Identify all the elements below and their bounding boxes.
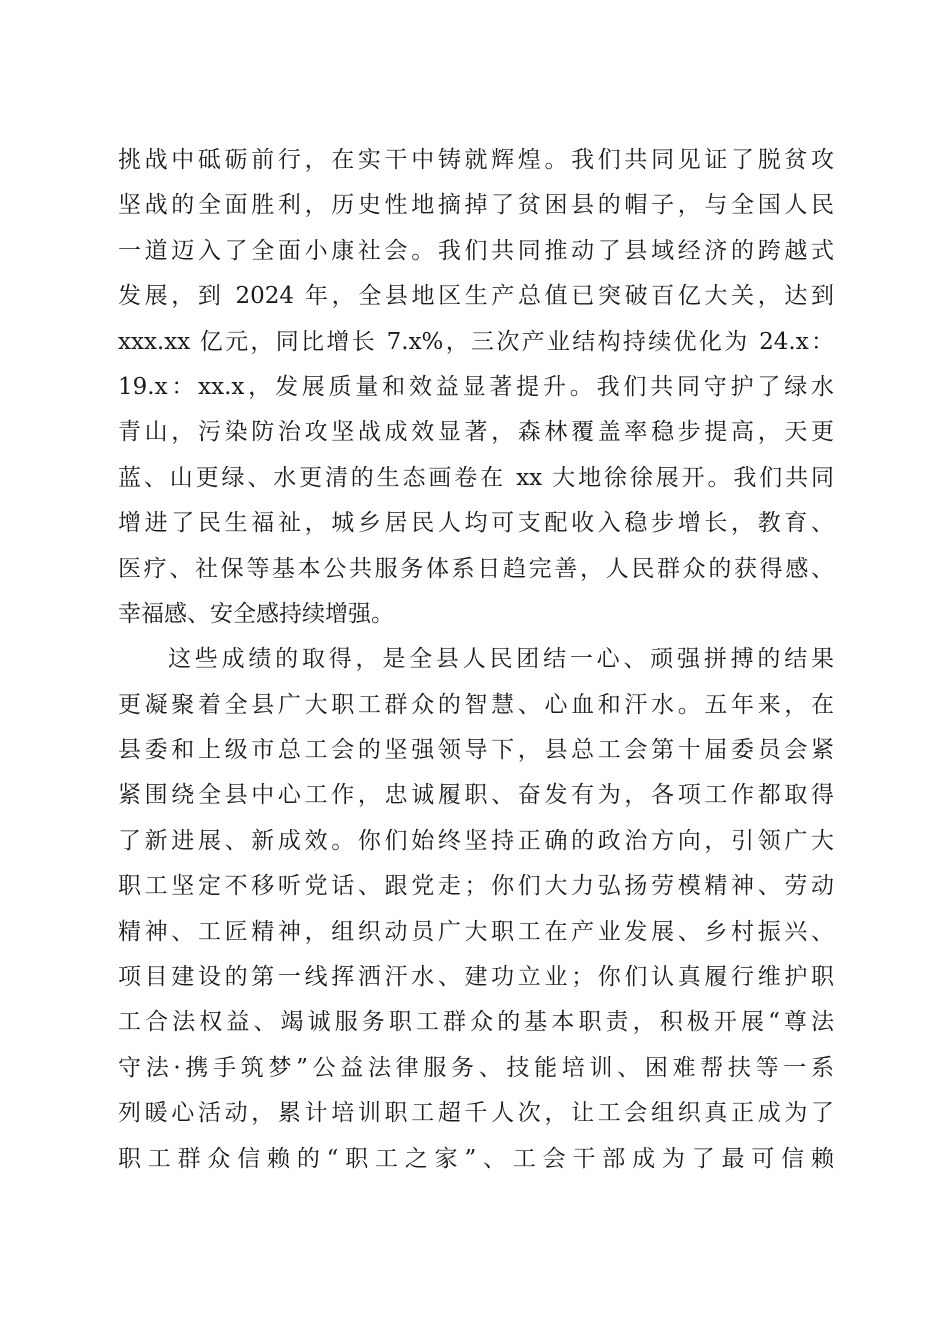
- text-line: 守法·携手筑梦”公益法律服务、技能培训、困难帮扶等一系: [118, 1054, 834, 1081]
- text-line: 19.x：xx.x，发展质量和效益显著提升。我们共同守护了绿水: [118, 373, 834, 400]
- text-line: 职工群众信赖的“职工之家”、工会干部成为了最可信赖: [118, 1145, 834, 1172]
- text-line: 县委和上级市总工会的坚强领导下，县总工会第十届委员会紧: [118, 737, 834, 764]
- text-line: 列暖心活动，累计培训职工超千人次，让工会组织真正成为了: [118, 1100, 834, 1127]
- text-line: 坚战的全面胜利，历史性地摘掉了贫困县的帽子，与全国人民: [118, 192, 834, 219]
- text-line: 幸福感、安全感持续增强。: [118, 600, 394, 627]
- text-line: 挑战中砥砺前行，在实干中铸就辉煌。我们共同见证了脱贫攻: [118, 147, 834, 173]
- text-line: 发展，到 2024 年，全县地区生产总值已突破百亿大关，达到: [118, 283, 834, 310]
- text-line: 工合法权益、竭诚服务职工群众的基本职责，积极开展“尊法: [118, 1009, 834, 1036]
- text-line: 精神、工匠精神，组织动员广大职工在产业发展、乡村振兴、: [118, 918, 834, 945]
- text-line: 这些成绩的取得，是全县人民团结一心、顽强拼搏的结果: [168, 646, 834, 673]
- text-line: 紧围绕全县中心工作，忠诚履职、奋发有为，各项工作都取得: [118, 782, 834, 809]
- paragraph-2: [118, 637, 834, 1182]
- text-line: 医疗、社保等基本公共服务体系日趋完善，人民群众的获得感、: [118, 555, 834, 582]
- paragraph-1: [118, 138, 834, 637]
- text-line: 职工坚定不移听党话、跟党走；你们大力弘扬劳模精神、劳动: [118, 873, 834, 900]
- text-line: 了新进展、新成效。你们始终坚持正确的政治方向，引领广大: [118, 827, 834, 854]
- text-line: 青山，污染防治攻坚战成效显著，森林覆盖率稳步提高，天更: [118, 419, 834, 446]
- text-line: 增进了民生福祉，城乡居民人均可支配收入稳步增长，教育、: [118, 510, 834, 537]
- text-line: xxx.xx 亿元，同比增长 7.x%，三次产业结构持续优化为 24.x：: [118, 328, 834, 355]
- text-line: 一道迈入了全面小康社会。我们共同推动了县域经济的跨越式: [118, 237, 834, 264]
- text-line: 项目建设的第一线挥洒汗水、建功立业；你们认真履行维护职: [118, 964, 834, 991]
- text-line: 更凝聚着全县广大职工群众的智慧、心血和汗水。五年来，在: [118, 691, 834, 718]
- text-line: 蓝、山更绿、水更清的生态画卷在 xx 大地徐徐展开。我们共同: [118, 464, 834, 491]
- document-body: [118, 138, 834, 1182]
